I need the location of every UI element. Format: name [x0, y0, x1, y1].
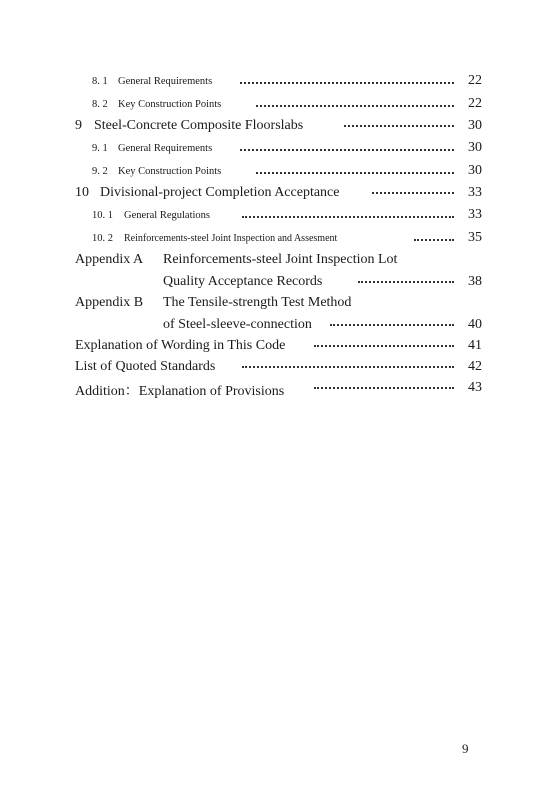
- toc-entry-title: Explanation of Wording in This Code: [75, 338, 286, 353]
- toc-entry-page: 30: [468, 140, 482, 155]
- toc-entry-page: 33: [468, 207, 482, 222]
- toc-entry-number: Appendix A: [75, 252, 144, 267]
- toc-entry-number: 9. 1: [92, 143, 108, 154]
- toc-entry-number: Appendix B: [75, 295, 144, 310]
- toc-entry-page: 43: [468, 380, 482, 395]
- toc-entry-title: General Requirements: [118, 143, 213, 154]
- toc-entry-title: Reinforcements-steel Joint Inspection and Assesment: [124, 233, 338, 244]
- toc-entry-number: 8. 1: [92, 76, 108, 87]
- toc-entry-page: 22: [468, 73, 482, 88]
- dot-leader: [314, 345, 454, 347]
- dot-leader: [242, 216, 454, 218]
- toc-entry-title: Steel-Concrete Composite Floorslabs: [94, 118, 304, 133]
- toc-entry-title: Divisional-project Completion Acceptance: [100, 185, 340, 200]
- dot-leader: [330, 324, 454, 326]
- toc-entry-title: General Requirements: [118, 76, 213, 87]
- dot-leader: [372, 192, 454, 194]
- toc-entry-title-line2: of Steel-sleeve-connection: [163, 317, 312, 332]
- toc-entry-page: 30: [468, 163, 482, 178]
- toc-entry-page: 42: [468, 359, 482, 374]
- toc-entry-number: 10. 2: [92, 233, 113, 244]
- toc-entry-title: Key Construction Points: [118, 166, 222, 177]
- toc-entry-title: The Tensile-strength Test Method: [163, 295, 352, 310]
- dot-leader: [358, 281, 454, 283]
- dot-leader: [256, 172, 454, 174]
- toc-entry-title: List of Quoted Standards: [75, 359, 216, 374]
- dot-leader: [240, 149, 454, 151]
- toc-entry-page: 30: [468, 118, 482, 133]
- dot-leader: [256, 105, 454, 107]
- toc-entry-number: 10: [75, 185, 89, 200]
- toc-entry-page: 41: [468, 338, 482, 353]
- toc-entry-number: 10. 1: [92, 210, 113, 221]
- dot-leader: [344, 125, 454, 127]
- dot-leader: [240, 82, 454, 84]
- toc-entry-page: 38: [468, 274, 482, 289]
- toc-entry-page: 33: [468, 185, 482, 200]
- toc-entry-page: 35: [468, 230, 482, 245]
- toc-entry-title: Reinforcements-steel Joint Inspection Lot: [163, 252, 398, 267]
- page-number: 9: [462, 741, 469, 756]
- dot-leader: [242, 366, 454, 368]
- toc-entry-title: Addition：Explanation of Provisions: [75, 384, 285, 399]
- toc-entry-page: 40: [468, 317, 482, 332]
- toc-entry-number: 9. 2: [92, 166, 108, 177]
- toc-entry-title: General Regulations: [124, 210, 211, 221]
- toc-entry-title-line2: Quality Acceptance Records: [163, 274, 323, 289]
- dot-leader: [314, 387, 454, 389]
- toc-entry-number: 9: [75, 118, 82, 133]
- toc-entry-page: 22: [468, 96, 482, 111]
- toc-entry-number: 8. 2: [92, 99, 108, 110]
- dot-leader: [414, 239, 454, 241]
- toc-entry-title: Key Construction Points: [118, 99, 222, 110]
